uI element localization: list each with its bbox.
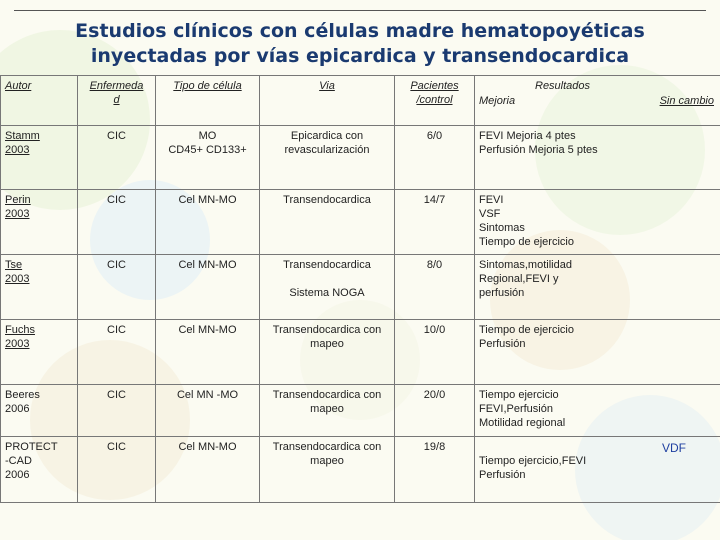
cell-via: Epicardica con revascularización [260,126,395,190]
header-resultados [475,76,720,126]
header-tipo-celula: Tipo de célula [156,76,260,126]
table-header-row [1,76,720,126]
cell-pacientes: 6/0 [395,126,475,190]
cell-tipo-celula: Cel MN-MO [156,255,260,320]
header-sin-cambio: Sin cambio [659,95,714,107]
cell-resultados-mejoria: FEVI Mejoria 4 ptes Perfusión Mejoria 5 ptes [475,126,720,190]
cell-tipo-celula: MO CD45+ CD133+ [156,126,260,190]
cell-enfermedad: CIC [78,385,156,437]
header-pacientes: Pacientes /control [395,76,475,126]
cell-pacientes: 20/0 [395,385,475,437]
cell-resultados-mejoria: Tiempo de ejercicio Perfusión [475,320,720,385]
cell-pacientes: 14/7 [395,190,475,255]
cell-autor: Tse 2003 [1,255,78,320]
cell-via: Transendocardica [260,190,395,255]
cell-pacientes: 8/0 [395,255,475,320]
cell-pacientes: 10/0 [395,320,475,385]
header-resultados-label: Resultados [535,80,591,92]
cell-tipo-celula: Cel MN-MO [156,437,260,503]
cell-enfermedad: CIC [78,320,156,385]
cell-tipo-celula: Cel MN-MO [156,190,260,255]
cell-tipo-celula: Cel MN -MO [156,385,260,437]
header-autor: Autor [1,76,78,126]
header-mejoria: Mejoria [479,95,516,107]
cell-enfermedad: CIC [78,437,156,503]
page-title: Estudios clínicos con células madre hematopoyéticas inyectadas por vías epicardica y transendocardica [75,20,645,67]
table-row [1,437,720,503]
cell-enfermedad: CIC [78,255,156,320]
cell-enfermedad: CIC [78,126,156,190]
cell-via: Transendocardica con mapeo [260,320,395,385]
cell-enfermedad: CIC [78,190,156,255]
cell-via: Transendocardica con mapeo [260,385,395,437]
cell-autor: Fuchs 2003 [1,320,78,385]
cell-via: Transendocardica Sistema NOGA [260,255,395,320]
cell-resultados [475,437,720,503]
cell-autor: PROTECT -CAD 2006 [1,437,78,503]
cell-autor: Perin 2003 [1,190,78,255]
cell-via: Transendocardica con mapeo [260,437,395,503]
title-box [14,10,706,71]
studies-table [0,75,720,503]
table-row [1,320,720,385]
cell-resultados-mejoria: Tiempo ejercicio,FEVI Perfusión [479,455,587,481]
cell-resultados-mejoria: FEVI VSF Sintomas Tiempo de ejercicio [475,190,720,255]
table-row [1,126,720,190]
table-row [1,255,720,320]
cell-autor: Stamm 2003 [1,126,78,190]
header-enfermedad: Enfermeda d [78,76,156,126]
cell-pacientes: 19/8 [395,437,475,503]
cell-tipo-celula: Cel MN-MO [156,320,260,385]
header-via: Via [260,76,395,126]
table-row [1,385,720,437]
cell-resultados-sin-cambio: VDF [662,441,686,455]
cell-autor: Beeres 2006 [1,385,78,437]
table-row [1,190,720,255]
cell-resultados-mejoria: Sintomas,motilidad Regional,FEVI y perfusión [475,255,720,320]
cell-resultados-mejoria: Tiempo ejercicio FEVI,Perfusión Motilidad regional [475,385,720,437]
